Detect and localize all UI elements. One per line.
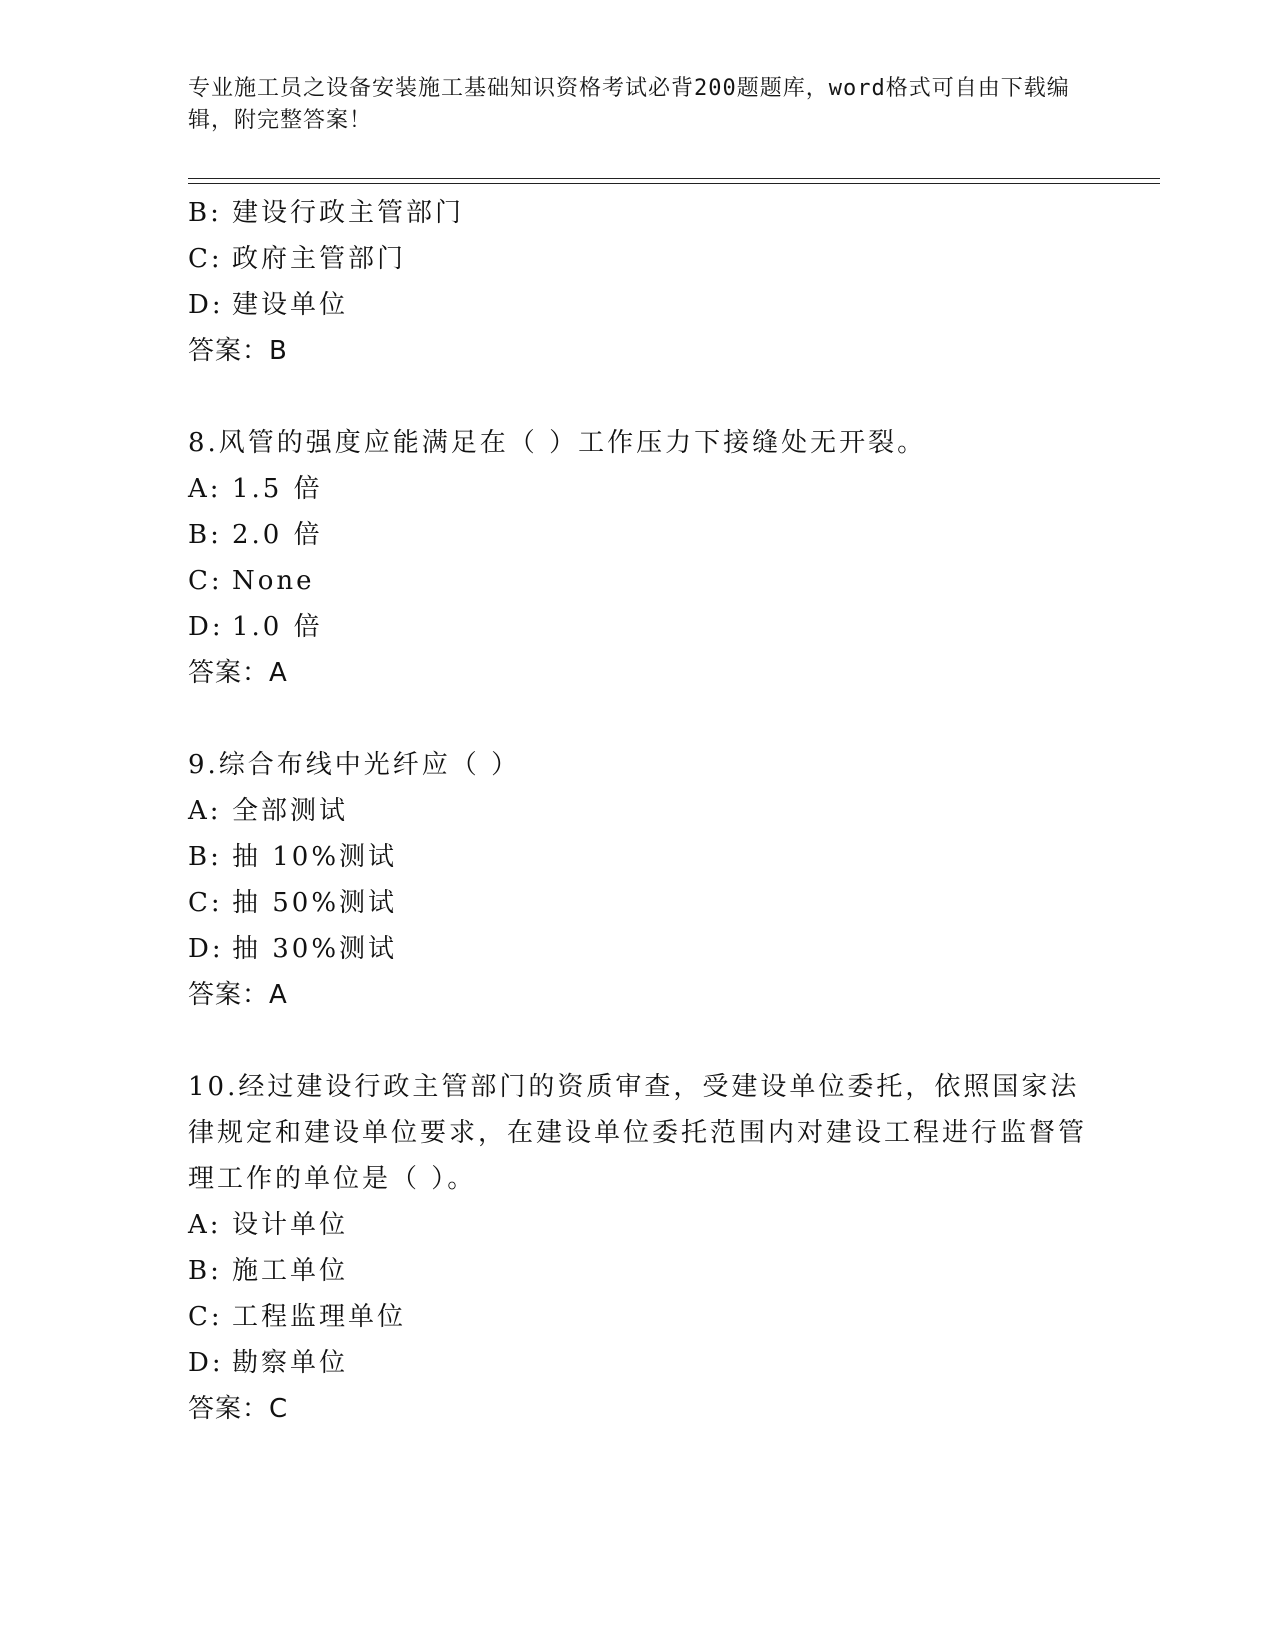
spacer <box>188 696 1088 742</box>
answer-line: 答案：C <box>188 1394 289 1424</box>
option-text: 政府主管部门 <box>232 244 407 274</box>
option-b <box>188 512 1088 558</box>
option-text: None <box>232 566 315 596</box>
option-d <box>188 282 1088 328</box>
option-text: 设计单位 <box>232 1210 349 1240</box>
question-title: 10.经过建设行政主管部门的资质审查，受建设单位委托，依照国家法律规定和建设单位要求，在建设单位委托范围内对建设工程进行监督管理工作的单位是（ ）。 <box>188 1072 1088 1194</box>
option-text: 抽 10%测试 <box>232 842 398 872</box>
option-a <box>188 1202 1088 1248</box>
option-letter: D: <box>188 934 224 964</box>
option-text: 建设单位 <box>232 290 349 320</box>
option-d <box>188 926 1088 972</box>
option-c <box>188 880 1088 926</box>
option-letter: C: <box>188 1302 223 1332</box>
option-letter: A: <box>188 1210 222 1240</box>
option-letter: D: <box>188 1348 224 1378</box>
option-text: 2.0 倍 <box>232 520 323 550</box>
option-letter: C: <box>188 888 223 918</box>
header-divider-top <box>188 178 1160 179</box>
option-text: 抽 30%测试 <box>232 934 398 964</box>
option-text: 工程监理单位 <box>232 1302 407 1332</box>
option-a <box>188 788 1088 834</box>
question-8 <box>188 420 1088 696</box>
option-letter: A: <box>188 796 222 826</box>
option-b <box>188 190 1088 236</box>
option-d <box>188 1340 1088 1386</box>
option-letter: B: <box>188 198 222 228</box>
option-text: 施工单位 <box>232 1256 349 1286</box>
document-header: 专业施工员之设备安装施工基础知识资格考试必背200题题库，word格式可自由下载编辑，附完整答案！ <box>188 76 1070 133</box>
option-c <box>188 558 1088 604</box>
option-letter: A: <box>188 474 222 504</box>
option-c <box>188 1294 1088 1340</box>
option-letter: C: <box>188 244 223 274</box>
question-title: 8.风管的强度应能满足在（ ）工作压力下接缝处无开裂。 <box>188 428 927 458</box>
spacer <box>188 1018 1088 1064</box>
option-a <box>188 466 1088 512</box>
answer-line: 答案：B <box>188 336 288 366</box>
option-letter: B: <box>188 1256 222 1286</box>
option-text: 建设行政主管部门 <box>232 198 465 228</box>
option-letter: D: <box>188 612 224 642</box>
option-b <box>188 1248 1088 1294</box>
option-text: 勘察单位 <box>232 1348 349 1378</box>
option-c <box>188 236 1088 282</box>
option-d <box>188 604 1088 650</box>
option-letter: C: <box>188 566 223 596</box>
answer-line: 答案：A <box>188 658 288 688</box>
question-list <box>188 190 1088 1432</box>
answer-line: 答案：A <box>188 980 288 1010</box>
question-10 <box>188 1064 1088 1432</box>
option-text: 抽 50%测试 <box>232 888 398 918</box>
option-letter: B: <box>188 842 222 872</box>
option-b <box>188 834 1088 880</box>
option-letter: B: <box>188 520 222 550</box>
option-text: 全部测试 <box>232 796 349 826</box>
header-divider-bottom <box>188 183 1160 184</box>
option-text: 1.5 倍 <box>232 474 323 504</box>
question-9 <box>188 742 1088 1018</box>
question-title: 9.综合布线中光纤应（ ） <box>188 750 521 780</box>
question-carryover <box>188 190 1088 374</box>
option-text: 1.0 倍 <box>232 612 323 642</box>
spacer <box>188 374 1088 420</box>
option-letter: D: <box>188 290 224 320</box>
